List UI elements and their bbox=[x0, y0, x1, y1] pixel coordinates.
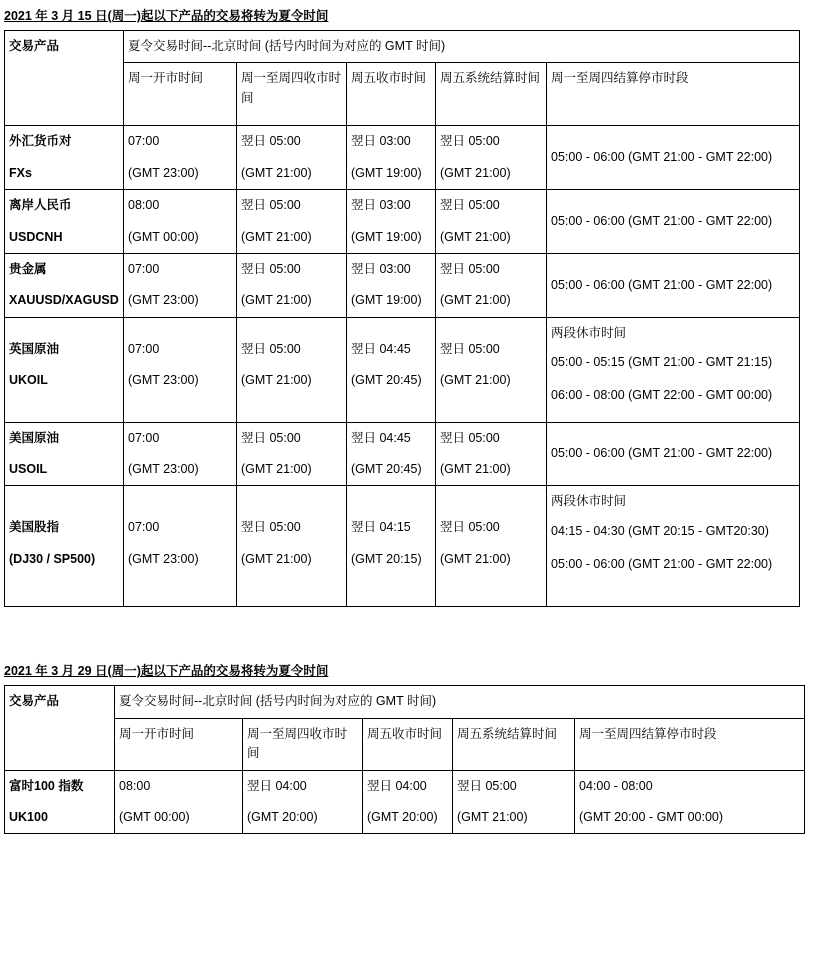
stop-window-title: 两段休市时间 bbox=[551, 494, 627, 509]
close-mon-thu-local: 翌日 05:00 bbox=[241, 198, 301, 213]
cell-close-mon-thu bbox=[237, 253, 347, 317]
header-col-stop-window: 周一至周四结算停市时段 bbox=[547, 63, 800, 126]
table-row bbox=[5, 126, 800, 190]
cell-settle-fri bbox=[453, 770, 575, 834]
close-mon-thu-gmt: (GMT 21:00) bbox=[241, 293, 312, 308]
table-header-row-columns bbox=[5, 718, 805, 770]
header-span-cell bbox=[124, 31, 800, 63]
close-mon-thu-local: 翌日 05:00 bbox=[241, 341, 301, 356]
cell-stop-window bbox=[547, 486, 800, 607]
bottom-gap bbox=[0, 834, 814, 852]
header-col-close-fri: 周五收市时间 bbox=[363, 718, 453, 770]
cell-stop-window bbox=[547, 253, 800, 317]
product-symbol: FXs bbox=[9, 165, 32, 180]
open-gmt: (GMT 23:00) bbox=[128, 462, 199, 476]
header-col-settle-fri: 周五系统结算时间 bbox=[453, 718, 575, 770]
product-symbol: USDCNH bbox=[9, 229, 63, 244]
cell-open bbox=[124, 317, 237, 422]
cell-settle-fri bbox=[436, 422, 547, 486]
close-mon-thu-gmt: (GMT 21:00) bbox=[241, 165, 312, 180]
stop-window-line: 04:15 - 04:30 (GMT 20:15 - GMT20:30) bbox=[551, 523, 769, 538]
cell-close-fri bbox=[347, 486, 436, 607]
header-span-cell bbox=[115, 686, 805, 718]
close-mon-thu-gmt: (GMT 20:00) bbox=[247, 809, 318, 824]
header-col-settle-fri: 周五系统结算时间 bbox=[436, 63, 547, 126]
close-fri-local: 翌日 04:45 bbox=[351, 430, 411, 445]
table-row bbox=[5, 770, 805, 834]
settle-fri-local: 翌日 05:00 bbox=[440, 341, 500, 356]
header-col-close-mon-thu: 周一至周四收市时间 bbox=[243, 718, 363, 770]
close-fri-gmt: (GMT 19:00) bbox=[351, 229, 422, 244]
open-gmt: (GMT 23:00) bbox=[128, 165, 199, 180]
close-mon-thu-gmt: (GMT 21:00) bbox=[241, 373, 312, 387]
close-fri-local: 翌日 04:15 bbox=[351, 520, 411, 535]
product-symbol: UK100 bbox=[9, 809, 48, 824]
close-fri-gmt: (GMT 20:45) bbox=[351, 462, 422, 476]
cell-settle-fri bbox=[436, 190, 547, 254]
cell-close-fri bbox=[347, 253, 436, 317]
cell-open bbox=[124, 253, 237, 317]
settle-fri-local: 翌日 05:00 bbox=[440, 134, 500, 149]
cell-open bbox=[124, 190, 237, 254]
settle-fri-local: 翌日 05:00 bbox=[440, 198, 500, 213]
close-fri-gmt: (GMT 19:00) bbox=[351, 293, 422, 308]
cell-close-fri bbox=[347, 317, 436, 422]
close-fri-gmt: (GMT 20:00) bbox=[367, 809, 438, 824]
cell-open bbox=[124, 486, 237, 607]
stop-window-line: 05:00 - 06:00 (GMT 21:00 - GMT 22:00) bbox=[551, 446, 773, 461]
stop-window-line: 05:00 - 06:00 (GMT 21:00 - GMT 22:00) bbox=[551, 557, 773, 572]
close-mon-thu-local: 翌日 04:00 bbox=[247, 778, 307, 793]
open-local: 08:00 bbox=[119, 778, 151, 793]
close-mon-thu-local: 翌日 05:00 bbox=[241, 134, 301, 149]
cell-stop-window bbox=[547, 317, 800, 422]
open-local: 07:00 bbox=[128, 520, 160, 535]
cell-close-fri bbox=[347, 422, 436, 486]
table-header-row-span bbox=[5, 686, 805, 718]
row-product bbox=[5, 253, 124, 317]
product-name: 英国原油 bbox=[9, 341, 60, 356]
product-name: 离岸人民币 bbox=[9, 198, 72, 213]
cell-settle-fri bbox=[436, 486, 547, 607]
close-fri-gmt: (GMT 19:00) bbox=[351, 165, 422, 180]
row-product bbox=[5, 126, 124, 190]
close-fri-local: 翌日 04:00 bbox=[367, 778, 427, 793]
cell-close-mon-thu bbox=[237, 317, 347, 422]
settle-fri-local: 翌日 05:00 bbox=[440, 261, 500, 276]
close-fri-local: 翌日 04:45 bbox=[351, 341, 411, 356]
open-local: 07:00 bbox=[128, 261, 160, 276]
cell-open bbox=[124, 126, 237, 190]
summer-time-schedule-table-1 bbox=[4, 30, 800, 607]
section-2-title: 2021 年 3 月 29 日(周一)起以下产品的交易将转为夏令时间 bbox=[4, 664, 329, 679]
settle-fri-gmt: (GMT 21:00) bbox=[440, 229, 511, 244]
settle-fri-local: 翌日 05:00 bbox=[457, 778, 517, 793]
cell-settle-fri bbox=[436, 253, 547, 317]
cell-close-mon-thu bbox=[237, 126, 347, 190]
close-fri-gmt: (GMT 20:15) bbox=[351, 551, 422, 566]
cell-close-mon-thu bbox=[237, 486, 347, 607]
settle-fri-gmt: (GMT 21:00) bbox=[440, 373, 511, 387]
stop-window-line: 04:00 - 08:00 bbox=[579, 778, 653, 793]
cell-close-fri bbox=[347, 190, 436, 254]
table-row bbox=[5, 486, 800, 607]
cell-close-mon-thu bbox=[243, 770, 363, 834]
product-name: 外汇货币对 bbox=[9, 134, 72, 149]
product-name: 贵金属 bbox=[9, 261, 47, 276]
stop-window-line: 05:00 - 05:15 (GMT 21:00 - GMT 21:15) bbox=[551, 355, 773, 369]
header-span-label: 夏令交易时间--北京时间 (括号内时间为对应的 GMT 时间) bbox=[119, 694, 437, 709]
row-product bbox=[5, 317, 124, 422]
product-name: 美国原油 bbox=[9, 430, 60, 445]
cell-settle-fri bbox=[436, 126, 547, 190]
open-local: 07:00 bbox=[128, 341, 160, 356]
stop-window-line: 05:00 - 06:00 (GMT 21:00 - GMT 22:00) bbox=[551, 277, 773, 292]
stop-window-line: 06:00 - 08:00 (GMT 22:00 - GMT 00:00) bbox=[551, 388, 773, 403]
settle-fri-local: 翌日 05:00 bbox=[440, 520, 500, 535]
cell-close-fri bbox=[363, 770, 453, 834]
cell-settle-fri bbox=[436, 317, 547, 422]
close-fri-gmt: (GMT 20:45) bbox=[351, 373, 422, 387]
stop-window-title: 两段休市时间 bbox=[551, 325, 627, 340]
table-row bbox=[5, 317, 800, 422]
settle-fri-gmt: (GMT 21:00) bbox=[457, 809, 528, 824]
open-local: 08:00 bbox=[128, 198, 160, 213]
close-fri-local: 翌日 03:00 bbox=[351, 261, 411, 276]
product-symbol: XAUUSD/XAGUSD bbox=[9, 293, 119, 308]
table-row bbox=[5, 190, 800, 254]
cell-stop-window bbox=[575, 770, 805, 834]
table-row bbox=[5, 253, 800, 317]
settle-fri-gmt: (GMT 21:00) bbox=[440, 551, 511, 566]
section-1-title: 2021 年 3 月 15 日(周一)起以下产品的交易将转为夏令时间 bbox=[4, 9, 329, 23]
header-col-open: 周一开市时间 bbox=[115, 718, 243, 770]
header-product-cell bbox=[5, 686, 115, 770]
close-mon-thu-local: 翌日 05:00 bbox=[241, 520, 301, 535]
cell-stop-window bbox=[547, 190, 800, 254]
close-mon-thu-gmt: (GMT 21:00) bbox=[241, 462, 312, 476]
open-gmt: (GMT 00:00) bbox=[119, 809, 190, 824]
header-span-label: 夏令交易时间--北京时间 (括号内时间为对应的 GMT 时间) bbox=[128, 39, 446, 53]
settle-fri-gmt: (GMT 21:00) bbox=[440, 293, 511, 308]
close-mon-thu-gmt: (GMT 21:00) bbox=[241, 229, 312, 244]
close-fri-local: 翌日 03:00 bbox=[351, 198, 411, 213]
close-fri-local: 翌日 03:00 bbox=[351, 134, 411, 149]
product-symbol: (DJ30 / SP500) bbox=[9, 551, 96, 566]
close-mon-thu-gmt: (GMT 21:00) bbox=[241, 551, 312, 566]
row-product bbox=[5, 422, 124, 486]
open-local: 07:00 bbox=[128, 134, 160, 149]
summer-time-schedule-table-2 bbox=[4, 685, 805, 834]
header-col-open: 周一开市时间 bbox=[124, 63, 237, 126]
product-name: 美国股指 bbox=[9, 520, 60, 535]
settle-fri-gmt: (GMT 21:00) bbox=[440, 165, 511, 180]
table-row bbox=[5, 422, 800, 486]
cell-stop-window bbox=[547, 126, 800, 190]
section-gap bbox=[0, 607, 814, 655]
header-product-label: 交易产品 bbox=[9, 39, 60, 53]
cell-stop-window bbox=[547, 422, 800, 486]
row-product bbox=[5, 770, 115, 834]
close-mon-thu-local: 翌日 05:00 bbox=[241, 430, 301, 445]
row-product bbox=[5, 486, 124, 607]
table-header-row-columns bbox=[5, 63, 800, 126]
stop-window-line: (GMT 20:00 - GMT 00:00) bbox=[579, 809, 724, 824]
cell-close-mon-thu bbox=[237, 422, 347, 486]
stop-window-line: 05:00 - 06:00 (GMT 21:00 - GMT 22:00) bbox=[551, 150, 773, 165]
product-name: 富时100 指数 bbox=[9, 778, 84, 793]
cell-close-mon-thu bbox=[237, 190, 347, 254]
table-header-row-span bbox=[5, 31, 800, 63]
cell-open bbox=[115, 770, 243, 834]
settle-fri-gmt: (GMT 21:00) bbox=[440, 462, 511, 476]
row-product bbox=[5, 190, 124, 254]
header-product-label: 交易产品 bbox=[9, 694, 60, 709]
open-gmt: (GMT 23:00) bbox=[128, 373, 199, 387]
open-gmt: (GMT 00:00) bbox=[128, 229, 199, 244]
open-local: 07:00 bbox=[128, 430, 160, 445]
open-gmt: (GMT 23:00) bbox=[128, 293, 199, 308]
cell-open bbox=[124, 422, 237, 486]
document-page bbox=[0, 6, 814, 852]
close-mon-thu-local: 翌日 05:00 bbox=[241, 261, 301, 276]
header-product-cell bbox=[5, 31, 124, 126]
cell-close-fri bbox=[347, 126, 436, 190]
header-col-close-fri: 周五收市时间 bbox=[347, 63, 436, 126]
product-symbol: USOIL bbox=[9, 462, 48, 476]
settle-fri-local: 翌日 05:00 bbox=[440, 430, 500, 445]
open-gmt: (GMT 23:00) bbox=[128, 551, 199, 566]
stop-window-line: 05:00 - 06:00 (GMT 21:00 - GMT 22:00) bbox=[551, 213, 773, 228]
product-symbol: UKOIL bbox=[9, 373, 48, 387]
header-col-stop-window: 周一至周四结算停市时段 bbox=[575, 718, 805, 770]
header-col-close-mon-thu: 周一至周四收市时间 bbox=[237, 63, 347, 126]
